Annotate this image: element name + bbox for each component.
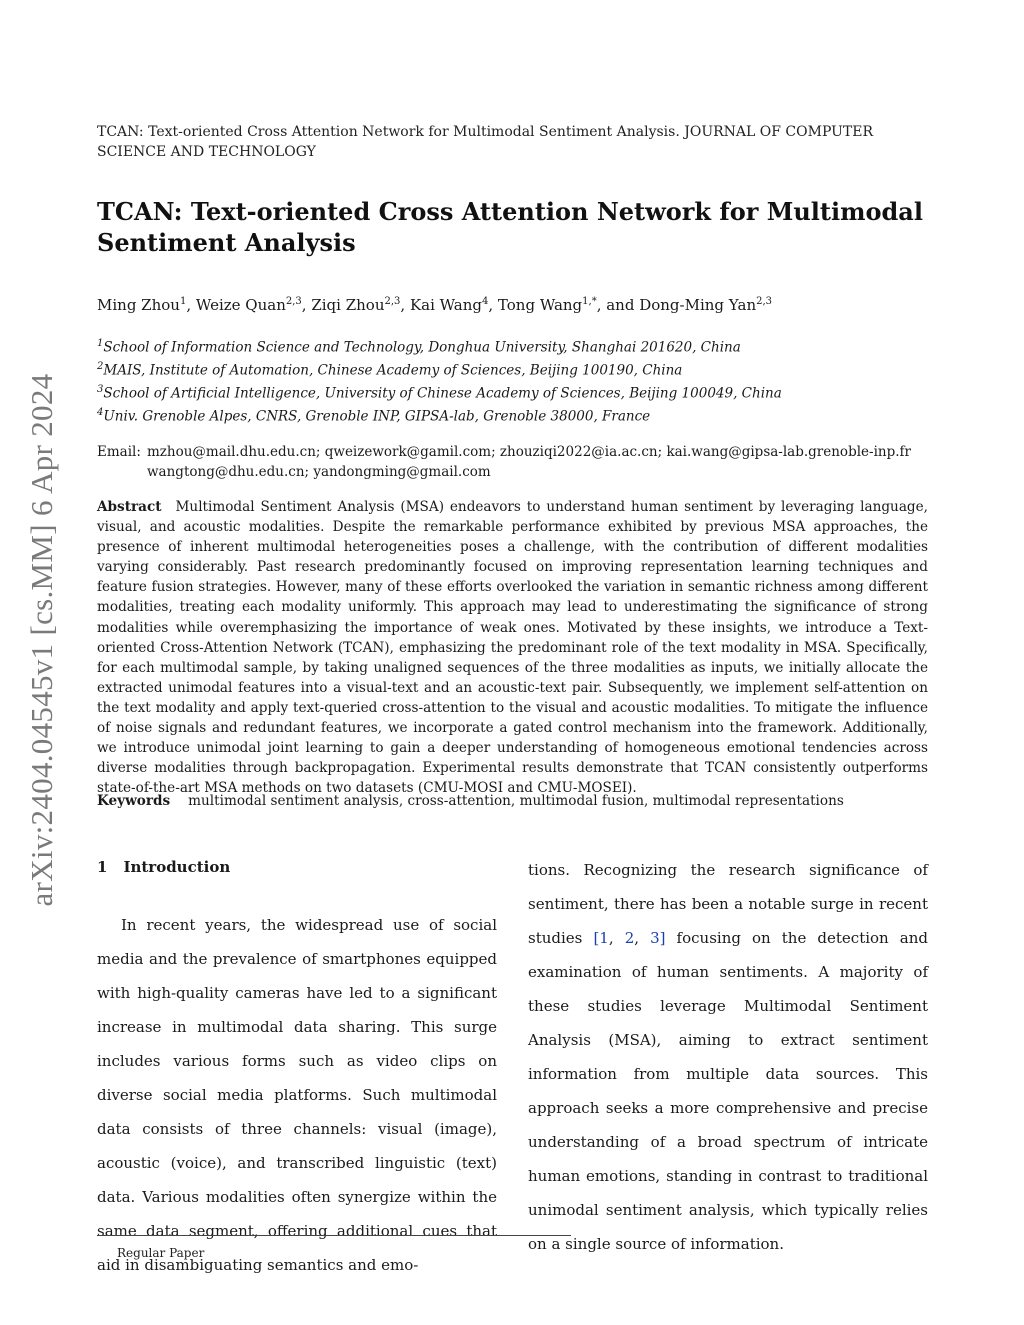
affiliation: $^3$School of Artificial Intelligence, University of Chinese Academy of Sciences, Beijing 100049, China bbox=[97, 384, 782, 402]
author: Dong-Ming Yan$^{2,3}$ bbox=[639, 296, 773, 314]
keywords-heading: Keywords bbox=[97, 793, 171, 809]
intro-paragraph-left: In recent years, the widespread use of social media and the prevalence of smartphones equipped with high-quality cameras have led to a significant increase in multimodal data sharing. This surge includes various forms such as video clips on diverse social media platforms. Such multimodal data consists of three channels: visual (image), acoustic (voice), and transcribed linguistic (text) data. Various modalities often synergize within the same data segment, offering additional cues that aid in disambiguating semantics and emo- bbox=[97, 916, 497, 1274]
abstract bbox=[97, 497, 928, 798]
keywords bbox=[97, 791, 932, 811]
email-line: mzhou@mail.dhu.edu.cn; qweizework@gamil.com; zhouziqi2022@ia.ac.cn; kai.wang@gipsa-lab.grenoble-inp.fr bbox=[147, 444, 911, 460]
citation-link[interactable]: 2 bbox=[624, 929, 635, 947]
citation-bracket: [ bbox=[593, 929, 600, 947]
running-header: TCAN: Text-oriented Cross Attention Network for Multimodal Sentiment Analysis. JOURNAL OF COMPUTER SCIENCE AND TECHNOLOGY bbox=[97, 124, 874, 160]
email-block bbox=[97, 442, 932, 482]
footnote-rule bbox=[97, 1235, 571, 1236]
email-line: wangtong@dhu.edu.cn; yandongming@gmail.com bbox=[147, 464, 491, 480]
author: Ziqi Zhou$^{2,3}$, bbox=[311, 296, 410, 314]
abstract-heading: Abstract bbox=[97, 499, 162, 515]
citation-link[interactable]: 3 bbox=[650, 929, 660, 947]
paper-title: TCAN: Text-oriented Cross Attention Network for Multimodal Sentiment Analysis bbox=[97, 197, 923, 257]
author-list bbox=[97, 292, 932, 315]
email-label: Email: bbox=[97, 444, 141, 460]
footnote: Regular Paper bbox=[117, 1246, 205, 1260]
affiliation: $^2$MAIS, Institute of Automation, Chinese Academy of Sciences, Beijing 100190, China bbox=[97, 361, 683, 379]
keywords-text: multimodal sentiment analysis, cross-attention, multimodal fusion, multimodal representations bbox=[188, 793, 844, 809]
author: Ming Zhou$^1$, bbox=[97, 296, 196, 314]
arxiv-stamp: arXiv:2404.04545v1 [cs.MM] 6 Apr 2024 bbox=[24, 373, 59, 907]
citation-bracket: ] bbox=[659, 929, 666, 947]
affiliation: $^1$School of Information Science and Technology, Donghua University, Shanghai 201620, China bbox=[97, 338, 741, 356]
author: Tong Wang$^{1,*}$, and bbox=[497, 296, 640, 314]
affiliation: $^4$Univ. Grenoble Alpes, CNRS, Grenoble INP, GIPSA-lab, Grenoble 38000, France bbox=[97, 407, 651, 425]
abstract-text: Multimodal Sentiment Analysis (MSA) endeavors to understand human sentiment by leveraging language, visual, and acoustic modalities. Despite the remarkable performance exhibited by previous MSA approaches, the presence of inherent multimodal heterogeneities poses a challenge, with the contribution of different modalities varying considerably. Past research predominantly focused on improving representation learning techniques and feature fusion strategies. However, many of these efforts overlooked the variation in semantic richness among different modalities, treating each modality uniformly. This approach may lead to underestimating the significance of strong modalities while overemphasizing the importance of weak ones. Motivated by these insights, we introduce a Text-oriented Cross-Attention Network (TCAN), emphasizing the predominant role of the text modality in MSA. Specifically, for each multimodal sample, by taking unaligned sequences of the three modalities as inputs, we initially allocate the extracted unimodal features into a visual-text and an acoustic-text pair. Subsequently, we implement self-attention on the text modality and apply text-queried cross-attention to the visual and acoustic modalities. To mitigate the influence of noise signals and redundant features, we incorporate a gated control mechanism into the framework. Additionally, we introduce unimodal joint learning to gain a deeper understanding of homogeneous emotional tendencies across diverse modalities through backpropagation. Experimental results demonstrate that TCAN consistently outperforms state-of-the-art MSA methods on two datasets (CMU-MOSI and CMU-MOSEI). bbox=[97, 499, 928, 797]
author: Kai Wang$^4$, bbox=[409, 296, 498, 314]
citation-link[interactable]: 1 bbox=[599, 929, 609, 947]
section-heading: 1 Introduction bbox=[97, 858, 231, 876]
intro-paragraph-right: tions. Recognizing the research significance of sentiment, there has been a notable surge in recent studies [1, 2, 3] focusing on the detection and examination of human sentiments. A majority of these studies leverage Multimodal Sentiment Analysis (MSA), aiming to extract sentiment information from multiple data sources. This approach seeks a more comprehensive and precise understanding of a broad spectrum of intricate human emotions, standing in contrast to traditional unimodal sentiment analysis, which typically relies on a single source of information. bbox=[528, 861, 928, 1253]
author: Weize Quan$^{2,3}$, bbox=[195, 296, 312, 314]
